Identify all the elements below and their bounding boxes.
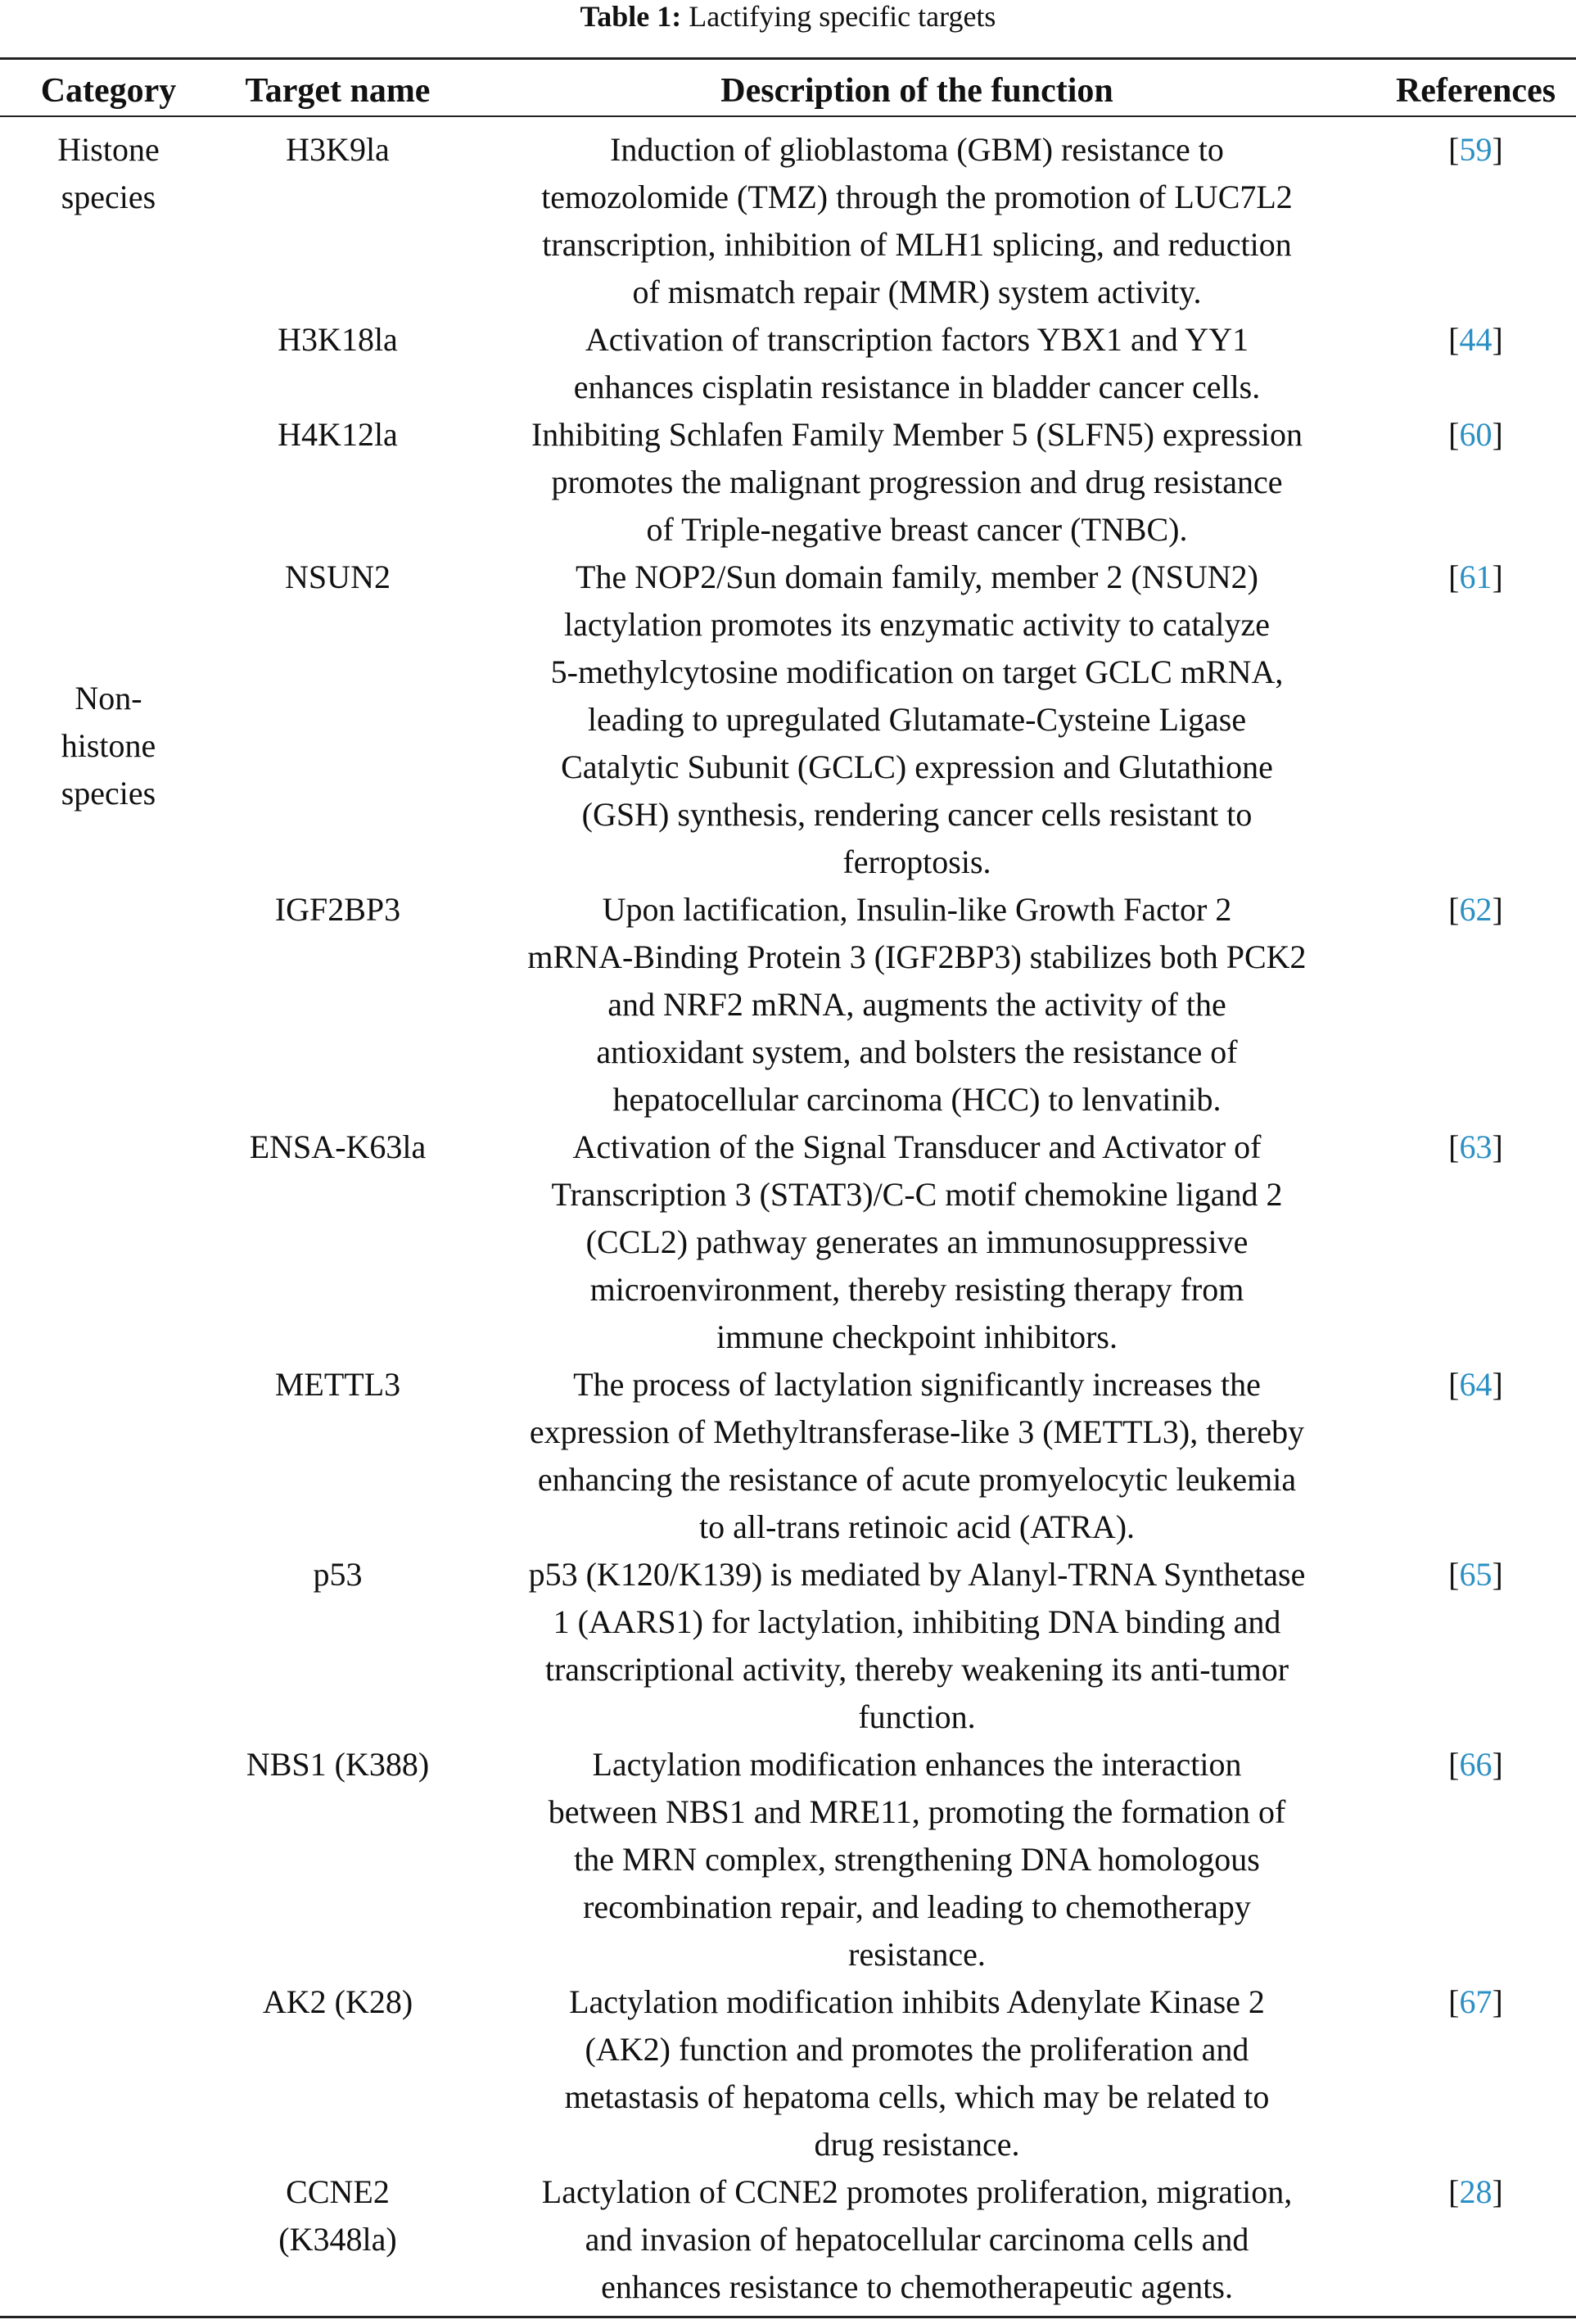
description-line: the MRN complex, strengthening DNA homologous	[574, 1841, 1260, 1878]
reference-link[interactable]: 65	[1459, 1556, 1492, 1593]
target-name-cell	[217, 126, 458, 174]
description-line: microenvironment, thereby resisting therapy from	[589, 1271, 1244, 1308]
category-histone-line: species	[61, 179, 156, 215]
description-line: Activation of transcription factors YBX1 and YY1	[585, 321, 1249, 358]
reference-cell	[1375, 126, 1576, 174]
description-line: lactylation promotes its enzymatic activity to catalyze	[564, 606, 1270, 643]
target-name-cell	[217, 316, 458, 364]
description-line: Lactylation modification inhibits Adenylate Kinase 2	[569, 1983, 1265, 2020]
description-line: expression of Methyltransferase-like 3 (METTL3), thereby	[529, 1413, 1305, 1450]
category-histone	[0, 126, 217, 221]
reference-link[interactable]: 64	[1459, 1366, 1492, 1403]
description-cell	[458, 1978, 1375, 2168]
description-line: between NBS1 and MRE11, promoting the formation of	[548, 1793, 1286, 1830]
category-nonhistone-line: histone	[61, 727, 156, 764]
description-line: Catalytic Subunit (GCLC) expression and Glutathione	[561, 748, 1273, 785]
target-name-line: p53	[313, 1556, 363, 1593]
target-name-line: (K348la)	[278, 2221, 397, 2258]
description-line: transcription, inhibition of MLH1 splicing, and reduction	[542, 226, 1292, 263]
reference-cell	[1375, 2168, 1576, 2216]
description-line: resistance.	[848, 1936, 986, 1973]
reference-open-bracket: [	[1448, 1128, 1460, 1165]
target-name-cell	[217, 1361, 458, 1408]
column-header-category: Category	[40, 72, 177, 110]
column-header-references: References	[1395, 72, 1556, 110]
reference-cell	[1375, 886, 1576, 934]
header-rule	[0, 115, 1576, 117]
description-line: The process of lactylation significantly increases the	[573, 1366, 1261, 1403]
reference-link[interactable]: 60	[1459, 416, 1492, 453]
target-name-cell	[217, 1978, 458, 2026]
reference-cell	[1375, 316, 1576, 364]
description-line: Upon lactification, Insulin-like Growth Factor 2	[602, 891, 1232, 928]
description-line: of Triple-negative breast cancer (TNBC).	[646, 511, 1188, 548]
reference-link[interactable]: 59	[1459, 131, 1492, 168]
description-line: Activation of the Signal Transducer and Activator of	[572, 1128, 1262, 1165]
description-line: antioxidant system, and bolsters the resistance of	[596, 1033, 1238, 1070]
reference-close-bracket: ]	[1492, 321, 1503, 358]
reference-close-bracket: ]	[1492, 1556, 1503, 1593]
category-nonhistone	[0, 675, 217, 817]
reference-link[interactable]: 62	[1459, 891, 1492, 928]
reference-close-bracket: ]	[1492, 1983, 1503, 2020]
target-name-line: H3K9la	[286, 131, 390, 168]
target-name-cell	[217, 554, 458, 601]
description-line: (CCL2) pathway generates an immunosuppressive	[585, 1223, 1249, 1260]
reference-link[interactable]: 63	[1459, 1128, 1492, 1165]
description-line: to all-trans retinoic acid (ATRA).	[698, 1508, 1136, 1545]
reference-cell	[1375, 1361, 1576, 1408]
reference-close-bracket: ]	[1492, 1366, 1503, 1403]
reference-open-bracket: [	[1448, 321, 1460, 358]
description-cell	[458, 1124, 1375, 1361]
description-line: of mismatch repair (MMR) system activity.	[632, 274, 1202, 310]
reference-link[interactable]: 67	[1459, 1983, 1492, 2020]
description-line: transcriptional activity, thereby weakening its anti-tumor	[544, 1651, 1289, 1688]
reference-open-bracket: [	[1448, 891, 1460, 928]
target-name-cell	[217, 1551, 458, 1598]
description-cell	[458, 2168, 1375, 2311]
description-line: drug resistance.	[814, 2126, 1020, 2163]
target-name-cell	[217, 886, 458, 934]
description-line: p53 (K120/K139) is mediated by Alanyl-TRNA Synthetase	[528, 1556, 1306, 1593]
reference-close-bracket: ]	[1492, 416, 1503, 453]
description-cell	[458, 126, 1375, 316]
reference-cell	[1375, 554, 1576, 601]
reference-open-bracket: [	[1448, 1983, 1460, 2020]
reference-link[interactable]: 44	[1459, 321, 1492, 358]
reference-open-bracket: [	[1448, 131, 1460, 168]
reference-open-bracket: [	[1448, 416, 1460, 453]
target-name-cell	[217, 2168, 458, 2263]
description-line: Inhibiting Schlafen Family Member 5 (SLFN5) expression	[531, 416, 1303, 453]
description-cell	[458, 316, 1375, 411]
description-line: promotes the malignant progression and drug resistance	[551, 463, 1283, 500]
target-name-line: CCNE2	[286, 2173, 390, 2210]
target-name-line: METTL3	[274, 1366, 401, 1403]
reference-cell	[1375, 1124, 1576, 1171]
description-line: (AK2) function and promotes the proliferation and	[585, 2031, 1249, 2068]
target-name-line: H3K18la	[278, 321, 398, 358]
reference-close-bracket: ]	[1492, 1746, 1503, 1783]
caption-label: Table 1:	[580, 0, 682, 33]
reference-close-bracket: ]	[1492, 2173, 1503, 2210]
description-line: enhances cisplatin resistance in bladder cancer cells.	[573, 368, 1261, 405]
reference-close-bracket: ]	[1492, 131, 1503, 168]
reference-open-bracket: [	[1448, 1366, 1460, 1403]
description-line: leading to upregulated Glutamate-Cysteine Ligase	[587, 701, 1247, 738]
description-line: Lactylation of CCNE2 promotes proliferation, migration,	[541, 2173, 1293, 2210]
description-line: The NOP2/Sun domain family, member 2 (NSUN2)	[576, 558, 1258, 595]
reference-open-bracket: [	[1448, 1746, 1460, 1783]
target-name-cell	[217, 1124, 458, 1171]
column-header-target-name: Target name	[245, 72, 431, 110]
reference-cell	[1375, 1741, 1576, 1788]
description-line: Lactylation modification enhances the interaction	[592, 1746, 1242, 1783]
description-line: recombination repair, and leading to chemotherapy	[583, 1888, 1251, 1925]
description-line: 1 (AARS1) for lactylation, inhibiting DNA binding and	[553, 1603, 1281, 1640]
description-line: temozolomide (TMZ) through the promotion of LUC7L2	[541, 179, 1293, 215]
description-line: and invasion of hepatocellular carcinoma cells and	[585, 2221, 1249, 2258]
reference-link[interactable]: 61	[1459, 558, 1492, 595]
description-line: ferroptosis.	[842, 843, 991, 880]
target-name-cell	[217, 1741, 458, 1788]
description-line: hepatocellular carcinoma (HCC) to lenvatinib.	[612, 1081, 1222, 1118]
reference-cell	[1375, 411, 1576, 459]
description-line: 5-methylcytosine modification on target GCLC mRNA,	[550, 653, 1284, 690]
reference-cell	[1375, 1978, 1576, 2026]
description-cell	[458, 886, 1375, 1124]
category-nonhistone-line: Non-	[75, 680, 142, 717]
description-cell	[458, 1551, 1375, 1741]
target-name-line: AK2 (K28)	[262, 1983, 413, 2020]
top-rule	[0, 57, 1576, 60]
target-name-cell	[217, 411, 458, 459]
target-name-line: NSUN2	[285, 558, 391, 595]
reference-close-bracket: ]	[1492, 891, 1503, 928]
reference-open-bracket: [	[1448, 558, 1460, 595]
reference-link[interactable]: 66	[1459, 1746, 1492, 1783]
reference-open-bracket: [	[1448, 2173, 1460, 2210]
description-line: enhancing the resistance of acute promyelocytic leukemia	[537, 1461, 1297, 1498]
table-caption	[0, 0, 1576, 33]
description-line: Induction of glioblastoma (GBM) resistance to	[610, 131, 1224, 168]
description-line: mRNA-Binding Protein 3 (IGF2BP3) stabilizes both PCK2	[527, 938, 1307, 975]
bottom-rule	[0, 2316, 1576, 2318]
target-name-line: ENSA-K63la	[249, 1128, 427, 1165]
target-name-line: IGF2BP3	[274, 891, 401, 928]
column-header-description: Description of the function	[720, 72, 1113, 110]
description-line: function.	[858, 1698, 976, 1735]
description-cell	[458, 1741, 1375, 1978]
category-histone-line: Histone	[57, 131, 160, 168]
target-name-line: NBS1 (K388)	[246, 1746, 430, 1783]
category-nonhistone-line: species	[61, 775, 156, 812]
description-line: metastasis of hepatoma cells, which may be related to	[564, 2078, 1270, 2115]
reference-cell	[1375, 1551, 1576, 1598]
description-line: immune checkpoint inhibitors.	[716, 1318, 1118, 1355]
description-line: Transcription 3 (STAT3)/C-C motif chemokine ligand 2	[551, 1176, 1283, 1213]
description-cell	[458, 554, 1375, 886]
description-cell	[458, 411, 1375, 554]
reference-link[interactable]: 28	[1459, 2173, 1492, 2210]
reference-open-bracket: [	[1448, 1556, 1460, 1593]
description-line: (GSH) synthesis, rendering cancer cells resistant to	[581, 796, 1253, 833]
description-cell	[458, 1361, 1375, 1551]
reference-close-bracket: ]	[1492, 558, 1503, 595]
description-line: and NRF2 mRNA, augments the activity of the	[607, 986, 1226, 1023]
caption-title: Lactifying specific targets	[689, 0, 996, 33]
description-line: enhances resistance to chemotherapeutic agents.	[601, 2268, 1233, 2305]
reference-close-bracket: ]	[1492, 1128, 1503, 1165]
target-name-line: H4K12la	[278, 416, 398, 453]
